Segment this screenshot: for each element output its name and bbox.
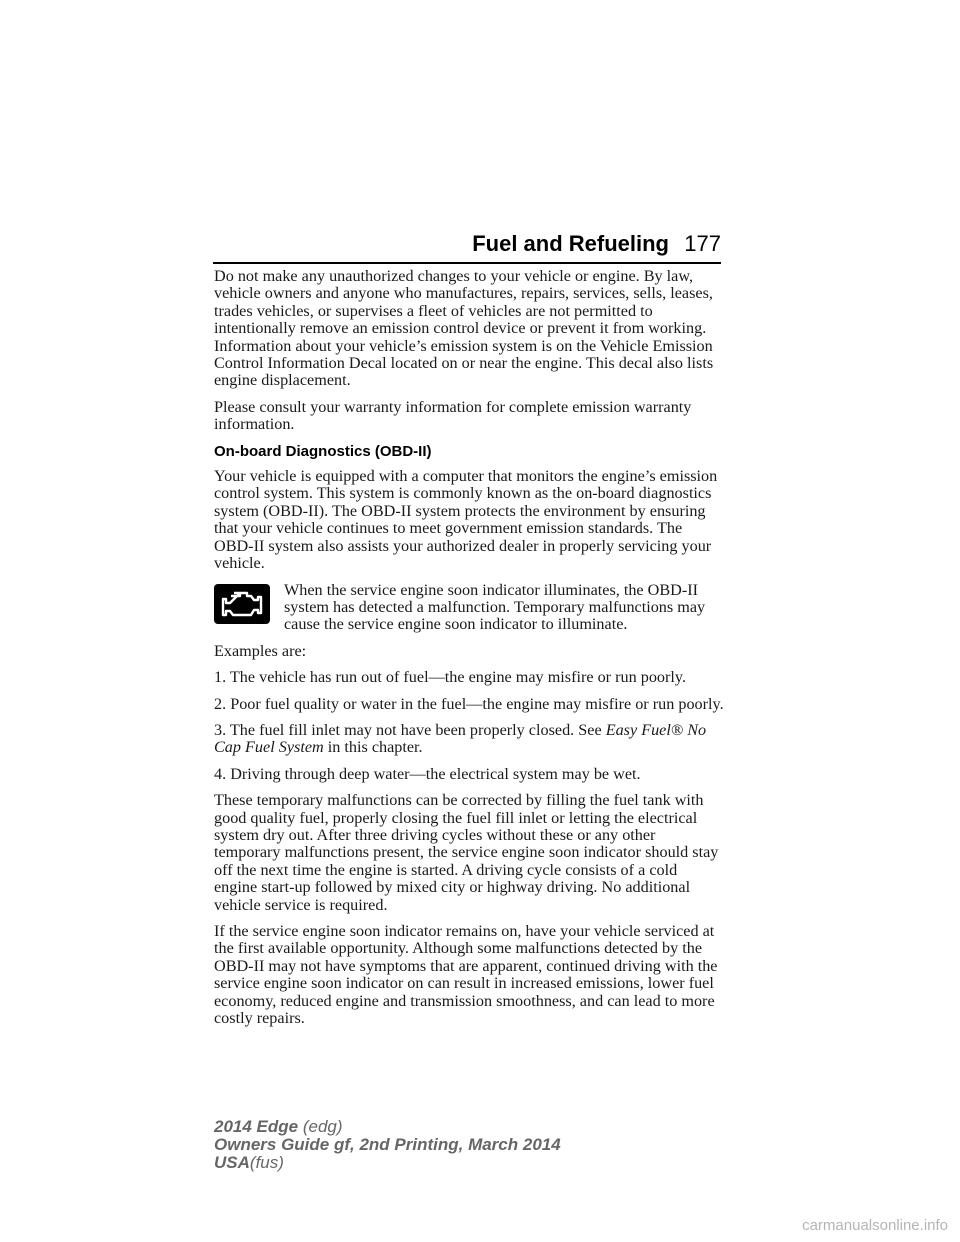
- footer-market: USA: [214, 1153, 250, 1172]
- footer-guide: Owners Guide gf, 2nd Printing, March 2014: [214, 1135, 561, 1154]
- paragraph-obd-intro: Your vehicle is equipped with a computer that monitors the engine’s emission control system. This system is commonly known as the on-board diagnostics system (OBD-II). The OBD-II system protects the environment by ensuring that your vehicle continues to meet government emission standards. The OBD-II system also assists your authorized dealer in properly servicing your vehicle.: [214, 467, 718, 573]
- list-item-1: 1. The vehicle has run out of fuel—the engine may misfire or run poorly.: [214, 668, 687, 687]
- paragraph-examples: Examples are:: [214, 641, 307, 660]
- footer-model-line: [214, 1118, 561, 1136]
- cross-reference-link[interactable]: Easy Fuel® No Cap Fuel System: [214, 720, 707, 757]
- check-engine-icon: [214, 584, 270, 624]
- indicator-block: [214, 582, 724, 643]
- paragraph-warranty: Please consult your warranty information for complete emission warranty information.: [214, 397, 692, 434]
- footer-market-line: [214, 1154, 561, 1172]
- footer-model-code: (edg): [302, 1117, 343, 1136]
- paragraph-indicator: When the service engine soon indicator illuminates, the OBD-II system has detected a malfunction. Temporary malfunctions may cause the service engine soon indicator to illuminate.: [284, 580, 706, 634]
- list-item-3-text: 3. The fuel fill inlet may not have been properly closed. See: [214, 720, 606, 739]
- page-footer: [214, 1118, 561, 1172]
- page-header: [213, 232, 721, 264]
- chapter-title: Fuel and Refueling: [472, 231, 669, 256]
- footer-market-code: (fus): [249, 1153, 284, 1172]
- list-item-3: [214, 722, 724, 757]
- watermark: carmanualsonline.info: [802, 1217, 948, 1234]
- paragraph-indicator-remains-on: If the service engine soon indicator remains on, have your vehicle serviced at the first available opportunity. Although some malfunctions detected by the OBD-II may not have symptoms that are apparent, continued driving with the service engine soon indicator on can result in increased emissions, lower fuel economy, reduced engine and transmission smoothness, and can lead to more costly repairs.: [214, 922, 718, 1028]
- paragraph-temporary-malfunctions: These temporary malfunctions can be corrected by filling the fuel tank with good quality fuel, properly closing the fuel fill inlet or letting the electrical system dry out. After three driving cycles without these or any other temporary malfunctions present, the service engine soon indicator should stay off the next time the engine is started. A driving cycle consists of a cold engine start-up followed by mixed city or highway driving. No additional vehicle service is required.: [214, 791, 719, 914]
- footer-model: 2014 Edge: [214, 1117, 299, 1136]
- page-number: 177: [684, 231, 721, 256]
- section-heading-obd: On-board Diagnostics (OBD-II): [214, 442, 432, 460]
- page-content: [214, 268, 724, 1036]
- paragraph-emission-changes: Do not make any unauthorized changes to your vehicle or engine. By law, vehicle owners and anyone who manufactures, repairs, services, sells, leases, trades vehicles, or supervises a fleet of vehicles are not permitted to intentionally remove an emission control device or prevent it from working. Information about your vehicle’s emission system is on the Vehicle Emission Control Information Decal located on or near the engine. This decal also lists engine displacement.: [214, 267, 714, 390]
- list-item-2: 2. Poor fuel quality or water in the fuel—the engine may misfire or run poorly.: [214, 694, 724, 713]
- list-item-3-suffix: in this chapter.: [323, 738, 423, 757]
- list-item-4: 4. Driving through deep water—the electrical system may be wet.: [214, 764, 641, 783]
